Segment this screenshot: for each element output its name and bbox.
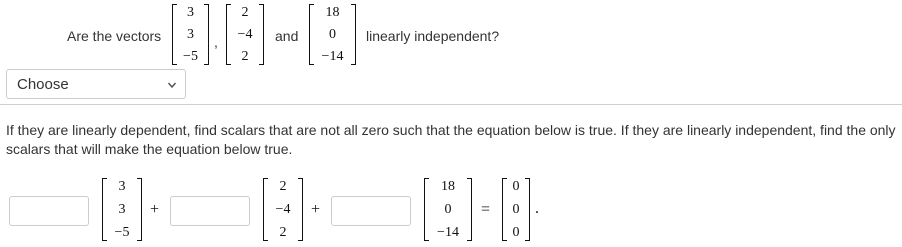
vector-entry: 0 xyxy=(329,27,336,42)
question-prefix: Are the vectors xyxy=(67,28,162,44)
zero-vector xyxy=(502,178,530,241)
question-suffix: linearly independent? xyxy=(366,28,500,44)
chevron-down-icon xyxy=(167,80,177,90)
vector-entry: 2 xyxy=(241,5,249,20)
vector-entry: −5 xyxy=(183,49,198,64)
vector-entry: −4 xyxy=(237,27,253,42)
scalar-input-2[interactable] xyxy=(170,196,250,226)
scalar-input-3[interactable] xyxy=(331,196,411,226)
vector-entry: 18 xyxy=(325,5,340,20)
vector-entry: −14 xyxy=(321,49,344,64)
comma-separator: , xyxy=(214,34,218,50)
plus-sign: + xyxy=(150,201,160,218)
choose-select-value: Choose xyxy=(17,76,69,93)
question-vector-2 xyxy=(226,4,264,65)
plus-sign: + xyxy=(311,201,321,218)
equation-period: . xyxy=(535,200,539,217)
vector-entry: 3 xyxy=(118,179,126,194)
vector-entry: 2 xyxy=(241,49,249,64)
equation-vector-3 xyxy=(424,178,472,241)
equation-vector-1 xyxy=(102,178,142,241)
vector-entry: 18 xyxy=(441,179,455,194)
vector-entry: −5 xyxy=(114,225,130,240)
question-vector-3 xyxy=(309,4,356,65)
equation-vector-2 xyxy=(263,178,303,241)
question-vector-1 xyxy=(172,4,209,65)
vector-entry: 3 xyxy=(187,5,194,20)
vector-entry: −14 xyxy=(437,225,459,240)
vector-entry: 2 xyxy=(279,225,287,240)
scalar-input-1[interactable] xyxy=(9,196,89,226)
choose-select[interactable] xyxy=(6,69,186,99)
question-and: and xyxy=(275,28,299,44)
vector-entry: 0 xyxy=(444,202,452,217)
vector-entry: 3 xyxy=(118,202,126,217)
instructions-line-1: If they are linearly dependent, find scalars that are not all zero such that the equation below is true. If they are linearly independent, find the only xyxy=(6,122,896,138)
vector-entry: 0 xyxy=(512,202,520,217)
vector-entry: 0 xyxy=(512,225,520,240)
vector-entry: 2 xyxy=(279,179,287,194)
vector-entry: 3 xyxy=(187,27,194,42)
section-divider xyxy=(0,104,902,105)
vector-entry: −4 xyxy=(275,202,291,217)
instructions-line-2: scalars that will make the equation below true. xyxy=(6,141,293,157)
equals-sign: = xyxy=(481,201,491,218)
vector-entry: 0 xyxy=(512,179,520,194)
